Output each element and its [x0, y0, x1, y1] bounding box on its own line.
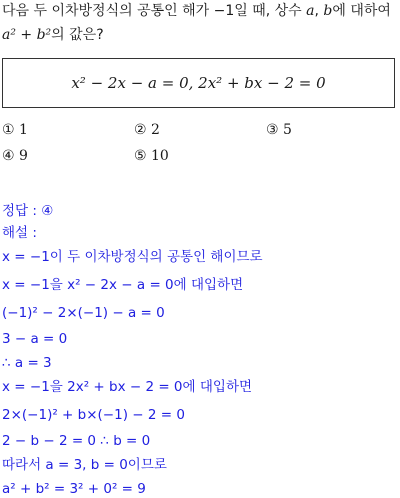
choice-value: 9 [19, 148, 28, 164]
choice-3[interactable] [266, 122, 292, 138]
solution-line-9: 따라서 a = 3, b = 0이므로 [2, 457, 167, 473]
solution-line-8: 2 − b − 2 = 0 ∴ b = 0 [2, 433, 151, 449]
equations-text: x² − 2x − a = 0, 2x² + bx − 2 = 0 [71, 74, 326, 92]
choice-2[interactable] [134, 122, 160, 138]
choice-1[interactable] [2, 122, 28, 138]
question-text-part2: 에 대하여 [332, 3, 391, 19]
solution-line-2: x = −1을 x² − 2x − a = 0에 대입하면 [2, 277, 244, 293]
solution-line-10: a² + b² = 3² + 0² = 9 [2, 481, 146, 497]
choice-marker: ④ [2, 148, 15, 164]
solution-heading: 해설 : [2, 225, 37, 241]
choice-value: 1 [19, 122, 28, 138]
question-text-part3: 의 값은? [51, 27, 104, 43]
choice-value: 10 [151, 148, 169, 164]
solution-line-7: 2×(−1)² + b×(−1) − 2 = 0 [2, 407, 185, 423]
question-text-part1: 다음 두 이차방정식의 공통인 해가 −1일 때, 상수 [2, 3, 302, 19]
variable-b: b [323, 3, 333, 19]
variable-a: a [306, 3, 315, 19]
solution-line-5: ∴ a = 3 [2, 355, 52, 371]
solution-line-6: x = −1을 2x² + bx − 2 = 0에 대입하면 [2, 379, 253, 395]
choice-marker: ⑤ [134, 148, 147, 164]
question-line-1 [2, 0, 391, 22]
choice-value: 2 [151, 122, 160, 138]
choice-marker: ① [2, 122, 15, 138]
choice-4[interactable] [2, 148, 28, 164]
question-expression: a² + b² [2, 27, 52, 43]
solution-line-4: 3 − a = 0 [2, 331, 68, 347]
answer-line: 정답 : ④ [2, 203, 54, 219]
solution-line-1: x = −1이 두 이차방정식의 공통인 해이므로 [2, 249, 263, 265]
choice-marker: ② [134, 122, 147, 138]
solution-line-3: (−1)² − 2×(−1) − a = 0 [2, 305, 165, 321]
choice-value: 5 [283, 122, 292, 138]
choice-5[interactable] [134, 148, 169, 164]
choice-marker: ③ [266, 122, 279, 138]
question-line-2 [2, 24, 104, 46]
equation-box [2, 58, 395, 108]
comma: , [314, 3, 319, 19]
